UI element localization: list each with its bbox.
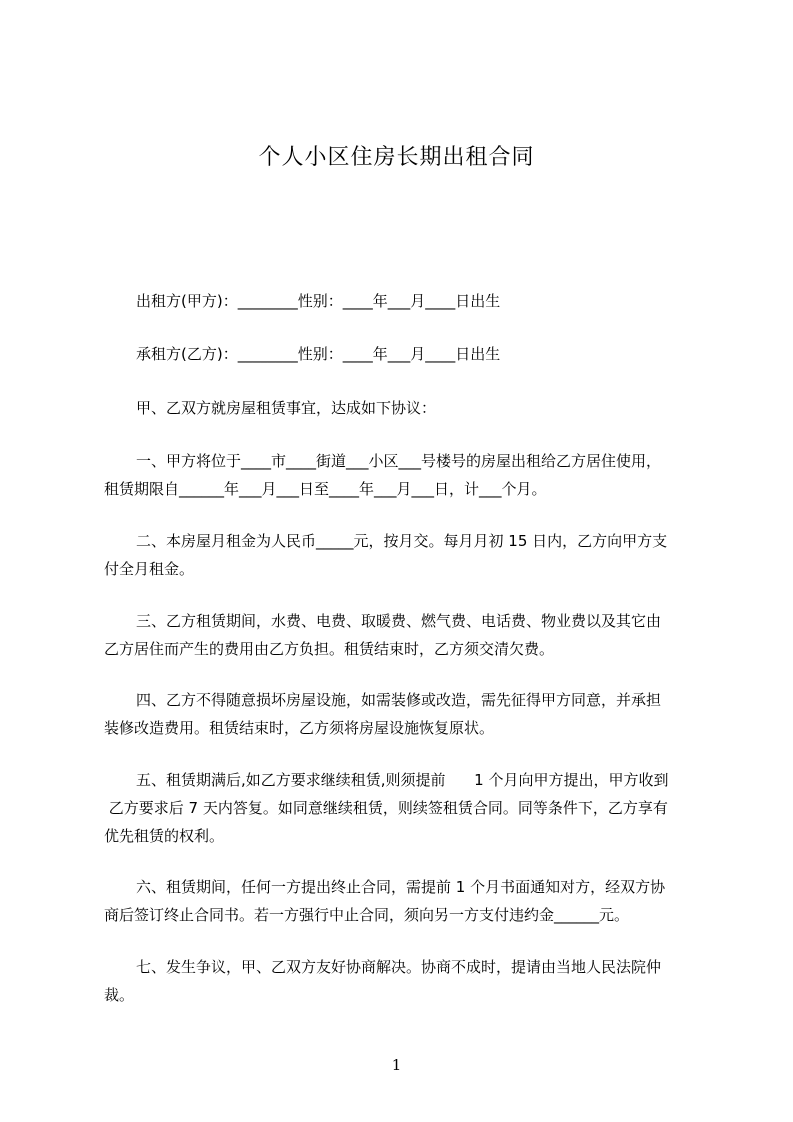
clause-7: [104, 957, 702, 1005]
clause-3: [104, 611, 702, 659]
clause-line: 六、租赁期间，任何一方提出终止合同，需提前 1 个月书面通知对方，经双方协: [136, 878, 666, 896]
clause-line: 优先租赁的权利。: [104, 827, 225, 845]
clause-line: 七、发生争议，甲、乙双方友好协商解决。协商不成时，提请由当地人民法院仲: [136, 958, 662, 976]
clause-line: 付全月租金。: [104, 560, 195, 578]
clause-4: [104, 690, 702, 738]
clause-line: 商后签订终止合同书。若一方强行中止合同，须向另一方支付违约金______元。: [104, 906, 630, 924]
clause-1: [104, 451, 702, 499]
clause-line: 裁。: [104, 986, 135, 1004]
clause-line: 乙方要求后 7 天内答复。如同意继续租赁，则续签租赁合同。同等条件下，乙方享有: [104, 799, 668, 817]
clause-line: 五、租赁期满后,如乙方要求继续租赁,则须提前 1 个月向甲方提出，甲方收到: [136, 771, 669, 789]
intro-line: 甲、乙双方就房屋租赁事宜，达成如下协议：: [136, 399, 437, 417]
clause-line: 乙方居住而产生的费用由乙方负担。租赁结束时，乙方须交清欠费。: [104, 640, 555, 658]
clause-line: 一、甲方将位于____市____街道___小区___号楼号的房屋出租给乙方居住使用，: [136, 452, 662, 470]
clause-line: 租赁期限自______年___月___日至____年___月___日，计___个月。: [104, 480, 547, 498]
clause-6: [104, 877, 702, 925]
clause-line: 三、乙方租赁期间，水费、电费、取暖费、燃气费、电话费、物业费以及其它由: [136, 612, 662, 630]
clause-line: 四、乙方不得随意损坏房屋设施，如需装修或改造，需先征得甲方同意，并承担: [136, 691, 662, 709]
page-number: 1: [391, 1056, 402, 1074]
clause-2: [104, 531, 702, 579]
party-a-line: 出租方(甲方)：________性别：____年___月____日出生: [136, 292, 501, 310]
party-b-line: 承租方(乙方)：________性别：____年___月____日出生: [136, 345, 501, 363]
clause-line: 二、本房屋月租金为人民币_____元，按月交。每月月初 15 日内，乙方向甲方支: [136, 532, 668, 550]
page-title: 个人小区住房长期出租合同: [258, 145, 535, 170]
clause-5: [104, 770, 702, 846]
clause-line: 装修改造费用。租赁结束时，乙方须将房屋设施恢复原状。: [104, 719, 495, 737]
